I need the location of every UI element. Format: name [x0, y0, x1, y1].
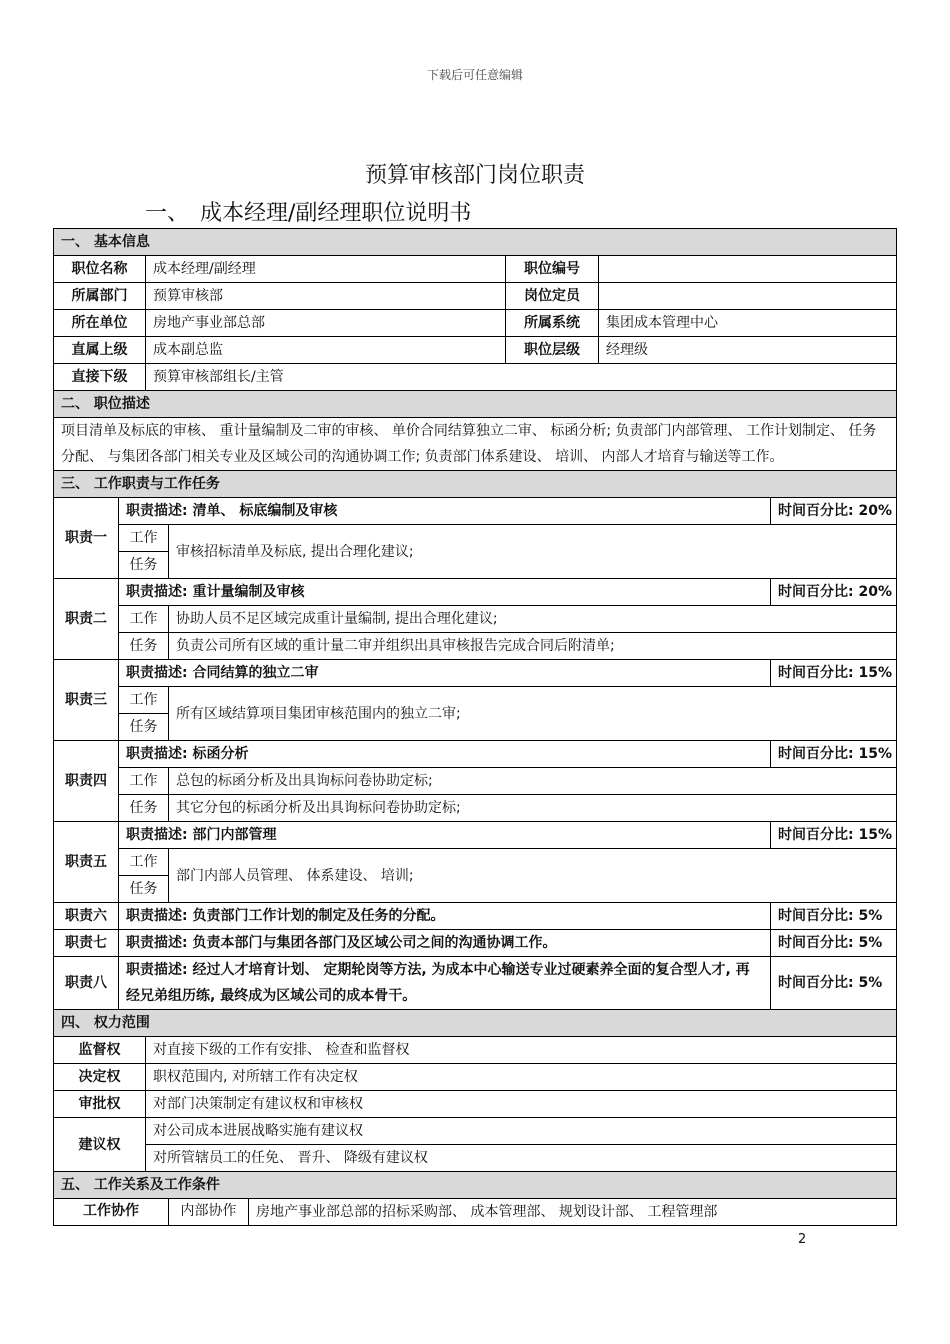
task-label: 任务: [119, 633, 169, 660]
duty-description: 职责描述: 经过人才培育计划、 定期轮岗等方法, 为成本中心输送专业过硬素养全面的复合型人才, 再经兄弟组历练, 最终成为区域公司的成本骨干。: [119, 957, 771, 1010]
field-label: 直接下级: [54, 364, 146, 391]
field-label: 职位编号: [506, 256, 599, 283]
authority-label: 审批权: [54, 1091, 146, 1118]
authority-value: 对直接下级的工作有安排、 检查和监督权: [146, 1037, 897, 1064]
header-note: 下载后可任意编辑: [426, 68, 523, 82]
field-value: 集团成本管理中心: [599, 310, 897, 337]
section-description-header: [54, 391, 897, 418]
authority-value: 对公司成本进展战略实施有建议权: [146, 1118, 897, 1145]
duty-row: [54, 903, 897, 930]
section-duties-header: [54, 471, 897, 498]
task-label: 任务: [119, 876, 169, 903]
table-row: [54, 256, 897, 283]
duty-name: 职责五: [54, 822, 119, 903]
duty-name: 职责三: [54, 660, 119, 741]
section-title: 三、 工作职责与工作任务: [54, 471, 897, 498]
task-label: 工作: [119, 768, 169, 795]
duty-percentage: 时间百分比: 15%: [771, 822, 897, 849]
duty-row: [54, 579, 897, 606]
task-label: 工作: [119, 849, 169, 876]
table-row: [54, 1199, 897, 1226]
field-value: [599, 283, 897, 310]
task-row: [54, 606, 897, 633]
task-label: 任务: [119, 795, 169, 822]
task-row: [54, 525, 897, 552]
duty-row: [54, 498, 897, 525]
duty-description: 职责描述: 部门内部管理: [119, 822, 771, 849]
duty-description: 职责描述: 负责本部门与集团各部门及区域公司之间的沟通协调工作。: [119, 930, 771, 957]
task-item: 协助人员不足区域完成重计量编制, 提出合理化建议;: [169, 606, 897, 633]
duty-name: 职责八: [54, 957, 119, 1010]
document-title: 预算审核部门岗位职责: [364, 163, 585, 188]
duty-name: 职责四: [54, 741, 119, 822]
task-label: 任务: [119, 714, 169, 741]
relation-label: 工作协作: [54, 1199, 169, 1226]
document-subtitle: [145, 196, 471, 227]
job-description-table: [53, 228, 897, 1226]
task-row: [54, 849, 897, 876]
table-row: [54, 337, 897, 364]
table-row: [54, 310, 897, 337]
authority-value: 对所管辖员工的任免、 晋升、 降级有建议权: [146, 1145, 897, 1172]
duty-percentage: 时间百分比: 5%: [771, 903, 897, 930]
task-row: [54, 633, 897, 660]
field-label: 所属部门: [54, 283, 146, 310]
duty-percentage: 时间百分比: 20%: [771, 498, 897, 525]
duty-description: 职责描述: 合同结算的独立二审: [119, 660, 771, 687]
relation-sub-label: 内部协作: [169, 1199, 249, 1226]
table-row: [54, 1091, 897, 1118]
duty-name: 职责一: [54, 498, 119, 579]
duty-percentage: 时间百分比: 5%: [771, 930, 897, 957]
task-item: 审核招标清单及标底, 提出合理化建议;: [169, 525, 897, 579]
section-title: 一、 基本信息: [54, 229, 897, 256]
task-item: 总包的标函分析及出具询标问卷协助定标;: [169, 768, 897, 795]
field-value: [599, 256, 897, 283]
field-label: 所属系统: [506, 310, 599, 337]
duty-row: [54, 822, 897, 849]
table-row: [54, 1037, 897, 1064]
authority-label: 决定权: [54, 1064, 146, 1091]
authority-value: 职权范围内, 对所辖工作有决定权: [146, 1064, 897, 1091]
field-value: 预算审核部: [146, 283, 506, 310]
subtitle-text: 成本经理/副经理职位说明书: [200, 201, 472, 226]
task-label: 工作: [119, 687, 169, 714]
duty-row: [54, 741, 897, 768]
position-description: 项目清单及标底的审核、 重计量编制及二审的审核、 单价合同结算独立二审、 标函分析; 负责部门内部管理、 工作计划制定、 任务分配、 与集团各部门相关专业及区域公司的沟通协调工作; 负责部门体系建设、 培训、 内部人才培育与输送等工作。: [54, 418, 897, 471]
task-label: 工作: [119, 606, 169, 633]
field-label: 所在单位: [54, 310, 146, 337]
page-number: 2: [798, 1232, 807, 1247]
field-value: 成本副总监: [146, 337, 506, 364]
duty-percentage: 时间百分比: 5%: [771, 957, 897, 1010]
table-row: [54, 1145, 897, 1172]
field-label: 直属上级: [54, 337, 146, 364]
section-title: 四、 权力范围: [54, 1010, 897, 1037]
duty-row: [54, 660, 897, 687]
subtitle-number: 一、: [145, 201, 190, 226]
task-row: [54, 795, 897, 822]
task-item: 其它分包的标函分析及出具询标问卷协助定标;: [169, 795, 897, 822]
duty-description: 职责描述: 标函分析: [119, 741, 771, 768]
section-relations-header: [54, 1172, 897, 1199]
table-row: [54, 418, 897, 471]
field-value: 经理级: [599, 337, 897, 364]
section-basic-info-header: [54, 229, 897, 256]
duty-row: [54, 930, 897, 957]
field-label: 职位名称: [54, 256, 146, 283]
task-label: 工作: [119, 525, 169, 552]
field-label: 职位层级: [506, 337, 599, 364]
duty-percentage: 时间百分比: 15%: [771, 741, 897, 768]
authority-label: 建议权: [54, 1118, 146, 1172]
relation-value: 房地产事业部总部的招标采购部、 成本管理部、 规划设计部、 工程管理部: [249, 1199, 897, 1226]
task-label: 任务: [119, 552, 169, 579]
duty-percentage: 时间百分比: 15%: [771, 660, 897, 687]
duty-row: [54, 957, 897, 1010]
task-item: 部门内部人员管理、 体系建设、 培训;: [169, 849, 897, 903]
field-label: 岗位定员: [506, 283, 599, 310]
duty-percentage: 时间百分比: 20%: [771, 579, 897, 606]
table-row: [54, 283, 897, 310]
field-value: 成本经理/副经理: [146, 256, 506, 283]
authority-value: 对部门决策制定有建议权和审核权: [146, 1091, 897, 1118]
field-value: 预算审核部组长/主管: [146, 364, 897, 391]
duty-description: 职责描述: 重计量编制及审核: [119, 579, 771, 606]
table-row: [54, 364, 897, 391]
task-row: [54, 687, 897, 714]
task-item: 负责公司所有区域的重计量二审并组织出具审核报告完成合同后附清单;: [169, 633, 897, 660]
authority-label: 监督权: [54, 1037, 146, 1064]
duty-name: 职责二: [54, 579, 119, 660]
duty-description: 职责描述: 负责部门工作计划的制定及任务的分配。: [119, 903, 771, 930]
section-title: 五、 工作关系及工作条件: [54, 1172, 897, 1199]
field-value: 房地产事业部总部: [146, 310, 506, 337]
section-title: 二、 职位描述: [54, 391, 897, 418]
duty-name: 职责七: [54, 930, 119, 957]
duty-description: 职责描述: 清单、 标底编制及审核: [119, 498, 771, 525]
table-row: [54, 1064, 897, 1091]
task-item: 所有区域结算项目集团审核范围内的独立二审;: [169, 687, 897, 741]
section-authority-header: [54, 1010, 897, 1037]
task-row: [54, 768, 897, 795]
table-row: [54, 1118, 897, 1145]
duty-name: 职责六: [54, 903, 119, 930]
